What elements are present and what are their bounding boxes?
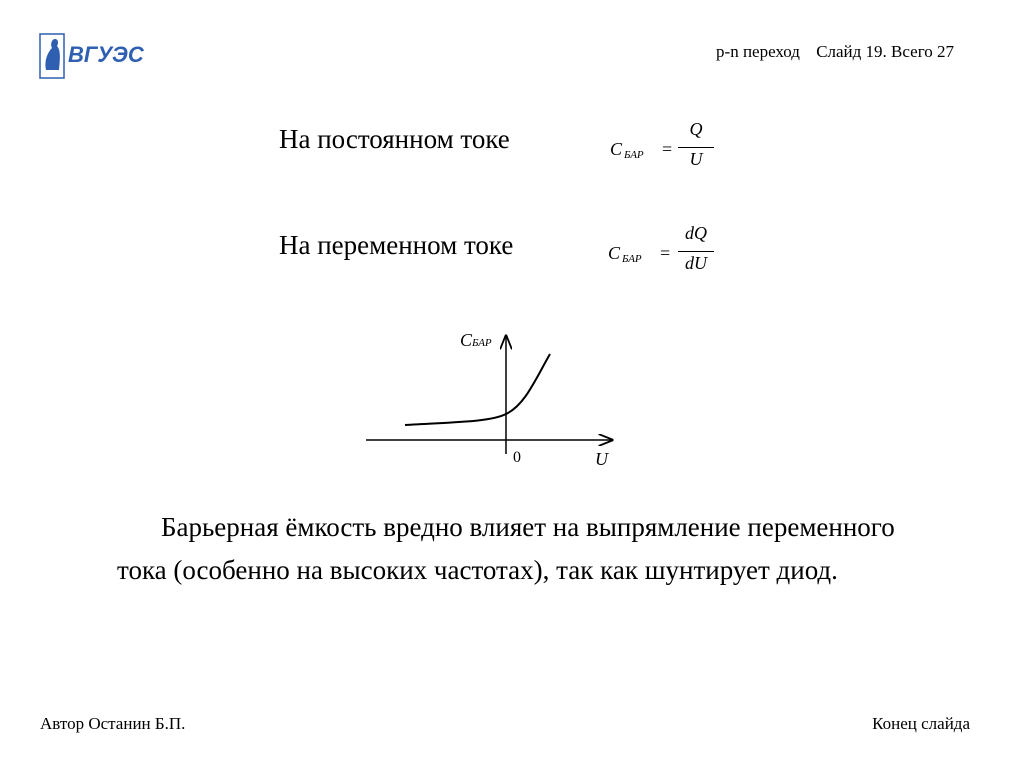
y-axis-label: CБАР bbox=[460, 330, 492, 350]
slide-counter: Слайд 19. Всего 27 bbox=[816, 42, 954, 61]
formula-numerator: Q bbox=[689, 119, 703, 139]
fraction-bar bbox=[678, 147, 714, 148]
logo-emblem-icon bbox=[38, 30, 160, 82]
formula-subscript: БАР bbox=[622, 253, 642, 265]
end-slide-link[interactable]: Конец слайда bbox=[872, 714, 970, 733]
capacitance-curve bbox=[405, 354, 550, 425]
barrier-capacitance-graph bbox=[360, 330, 622, 470]
formula-equals: = bbox=[660, 243, 671, 263]
formula-subscript: БАР bbox=[624, 149, 644, 161]
slide-topic: p-n переход bbox=[716, 42, 800, 61]
formula-symbol: C bbox=[610, 139, 623, 159]
slide-header bbox=[716, 42, 954, 62]
university-logo bbox=[38, 30, 160, 82]
formula-denominator: U bbox=[689, 149, 703, 169]
formula-equals: = bbox=[662, 139, 673, 159]
fraction-bar bbox=[678, 251, 714, 252]
ac-label: На переменном токе bbox=[279, 230, 514, 260]
dc-label: На постоянном токе bbox=[279, 124, 510, 154]
formula-symbol: C bbox=[608, 243, 621, 263]
explanation-text: Барьерная ёмкость вредно влияет на выпрямление переменного тока (особенно на высоких частотах), так как шунтирует диод. bbox=[117, 512, 895, 585]
logo-text: ВГУЭС bbox=[68, 42, 144, 67]
formula-numerator: dQ bbox=[685, 223, 707, 243]
x-axis-label: U bbox=[595, 449, 608, 469]
origin-label: 0 bbox=[513, 449, 521, 466]
graph-canvas bbox=[360, 330, 622, 470]
author-credit: Автор Останин Б.П. bbox=[40, 714, 186, 733]
formula-denominator: dU bbox=[685, 253, 707, 273]
